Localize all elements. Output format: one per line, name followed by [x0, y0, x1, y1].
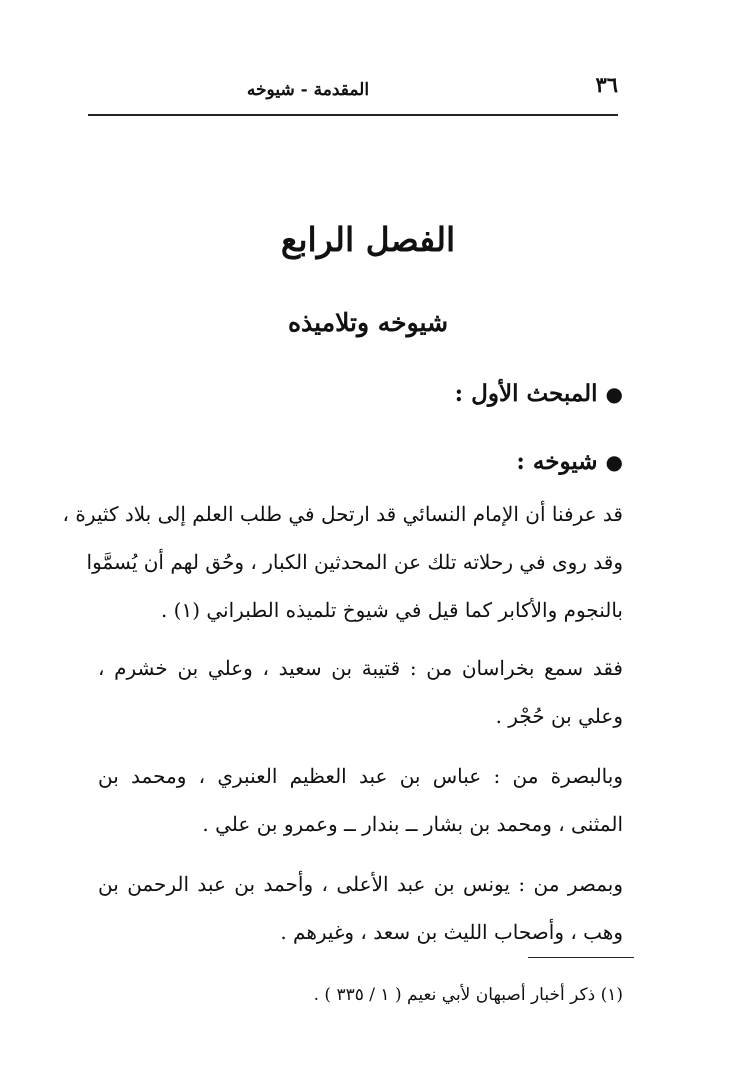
paragraph-line: فقد سمع بخراسان من : قتيبة بن سعيد ، وعلي بن خشرم ،	[98, 656, 623, 680]
chapter-title: الفصل الرابع	[280, 220, 456, 259]
paragraph-line: قد عرفنا أن الإمام النسائي قد ارتحل في طلب العلم إلى بلاد كثيرة ،	[62, 502, 623, 526]
page-header	[88, 72, 618, 116]
paragraph-line: بالنجوم والأكابر كما قيل في شيوخ تلميذه الطبراني (١) .	[160, 598, 623, 622]
paragraph-basra	[98, 752, 623, 848]
chapter-subtitle: شيوخه وتلاميذه	[287, 308, 449, 337]
footnote-divider	[528, 957, 634, 958]
paragraph-egypt	[98, 860, 623, 956]
page-number: ٣٦	[595, 72, 618, 97]
paragraph-line: وقد روى في رحلاته تلك عن المحدثين الكبار ، وحُق لهم أن يُسمَّوا	[86, 550, 623, 574]
paragraph-line: وعلي بن حُجْر .	[495, 704, 623, 728]
paragraph-line: وهب ، وأصحاب الليث بن سعد ، وغيرهم .	[280, 920, 623, 944]
paragraph-line: المثنى ، ومحمد بن بشار ــ بندار ــ وعمرو بن علي .	[202, 812, 623, 836]
section-heading-label: المبحث الأول :	[454, 380, 598, 407]
footnote-1: (١) ذكر أخبار أصبهان لأبي نعيم ( ١ / ٣٣٥ ) .	[313, 985, 623, 1005]
section-heading-first-topic	[455, 380, 623, 407]
paragraph-travels	[62, 490, 623, 634]
running-head: المقدمة - شيوخه	[246, 80, 370, 100]
bullet-icon: ●	[605, 450, 623, 474]
paragraph-khurasan	[98, 644, 623, 740]
section-heading-label: شيوخه :	[516, 448, 598, 475]
paragraph-line: وبالبصرة من : عباس بن عبد العظيم العنبري ، ومحمد بن	[98, 764, 623, 788]
paragraph-line: وبمصر من : يونس بن عبد الأعلى ، وأحمد بن عبد الرحمن بن	[98, 872, 623, 896]
section-heading-teachers	[516, 448, 623, 475]
bullet-icon: ●	[605, 382, 623, 406]
